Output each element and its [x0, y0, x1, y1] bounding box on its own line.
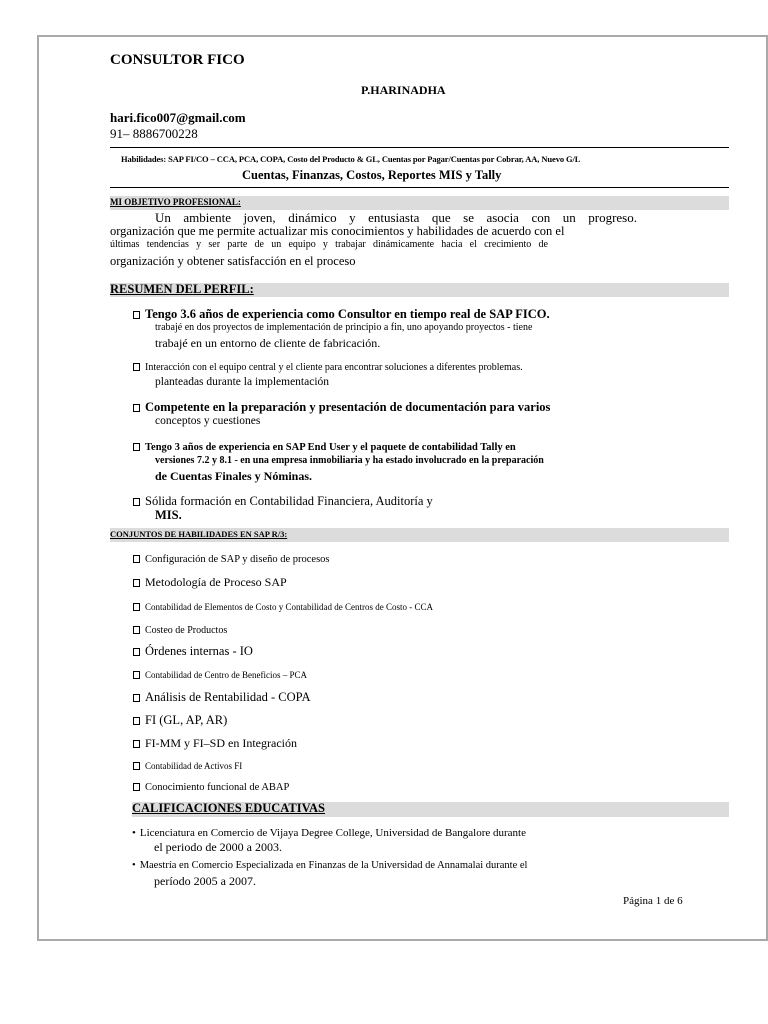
- skills-subtitle: Cuentas, Finanzas, Costos, Reportes MIS y Tally: [242, 168, 502, 182]
- skill-sets-heading: CONJUNTOS DE HABILIDADES EN SAP R/3:: [110, 529, 288, 539]
- profile-item-line: versiones 7.2 y 8.1 - en una empresa inmobiliaria y ha estado involucrado en la preparación: [155, 455, 544, 466]
- checkbox-icon: [133, 717, 140, 725]
- checkbox-icon: [133, 579, 140, 587]
- checkbox-icon: [133, 671, 140, 679]
- skill-item: [133, 736, 297, 751]
- skill-item-label: Análisis de Rentabilidad - COPA: [145, 690, 311, 704]
- objective-line-2: organización que me permite actualizar mis conocimientos y habilidades de acuerdo con el: [110, 224, 565, 238]
- candidate-name: P.HARINADHA: [361, 83, 446, 97]
- education-item-line: período 2005 a 2007.: [154, 874, 256, 888]
- profile-item-line: planteadas durante la implementación: [155, 376, 330, 388]
- checkbox-icon: [133, 311, 140, 319]
- profile-item-line: trabajé en un entorno de cliente de fabricación.: [155, 336, 381, 350]
- skill-item-label: Contabilidad de Elementos de Costo y Contabilidad de Centros de Costo - CCA: [145, 602, 433, 612]
- skills-summary-line: Habilidades: SAP FI/CO – CCA, PCA, COPA, Costo del Producto & GL, Cuentas por Pagar/Cuentas por Cobrar, AA, Nuevo G/L: [121, 154, 581, 164]
- profile-item: [133, 307, 550, 322]
- skill-item-label: Metodología de Proceso SAP: [145, 575, 287, 589]
- profile-item-line: conceptos y cuestiones: [155, 415, 261, 427]
- skill-item-label: Órdenes internas - IO: [145, 644, 253, 658]
- education-item: [132, 827, 526, 839]
- checkbox-icon: [133, 648, 140, 656]
- skill-item: [133, 554, 330, 565]
- bullet-icon: •: [132, 860, 136, 871]
- skill-item: [133, 690, 311, 705]
- skill-item-label: Contabilidad de Activos FI: [145, 761, 243, 771]
- checkbox-icon: [133, 762, 140, 770]
- profile-item: [133, 362, 523, 373]
- profile-item-line: MIS.: [155, 508, 182, 522]
- divider-bottom: [110, 187, 729, 188]
- profile-item-line: Sólida formación en Contabilidad Financiera, Auditoría y: [145, 494, 433, 508]
- profile-heading: RESUMEN DEL PERFIL:: [110, 282, 254, 296]
- education-heading: CALIFICACIONES EDUCATIVAS: [132, 801, 325, 815]
- skill-item-label: FI-MM y FI–SD en Integración: [145, 736, 297, 750]
- skill-item: [133, 644, 253, 659]
- education-item-line: Licenciatura en Comercio de Vijaya Degree College, Universidad de Bangalore durante: [139, 827, 526, 839]
- skill-item: [133, 670, 307, 680]
- skill-item: [133, 625, 227, 636]
- skill-item: [133, 782, 289, 793]
- skill-item-label: FI (GL, AP, AR): [145, 713, 228, 727]
- checkbox-icon: [133, 783, 140, 791]
- email: hari.fico007@gmail.com: [110, 110, 246, 125]
- objective-line-3: últimas tendencias y ser parte de un equipo y trabajar dinámicamente hacia el crecimiento de: [110, 239, 548, 250]
- profile-item: [133, 442, 516, 453]
- checkbox-icon: [133, 443, 140, 451]
- profile-item-line: Tengo 3 años de experiencia en SAP End User y el paquete de contabilidad Tally en: [145, 442, 516, 453]
- skill-item-label: Contabilidad de Centro de Beneficios – PCA: [145, 670, 307, 680]
- profile-item-line: Interacción con el equipo central y el cliente para encontrar soluciones a diferentes problemas.: [145, 362, 523, 373]
- checkbox-icon: [133, 363, 140, 371]
- skill-item: [133, 761, 242, 771]
- checkbox-icon: [133, 603, 140, 611]
- profile-item-line: trabajé en dos proyectos de implementación de principio a fin, uno apoyando proyectos - tiene: [155, 322, 533, 333]
- education-item: [132, 860, 527, 871]
- objective-line-1: Un ambiente joven, dinámico y entusiasta que se asocia con un progreso.: [155, 210, 637, 225]
- skill-item-label: Configuración de SAP y diseño de procesos: [145, 554, 330, 565]
- divider-top: [110, 147, 729, 148]
- bullet-icon: •: [132, 827, 136, 839]
- skill-item: [133, 602, 433, 612]
- profile-item-line: Competente en la preparación y presentación de documentación para varios: [145, 400, 551, 414]
- checkbox-icon: [133, 694, 140, 702]
- profile-item: [133, 400, 550, 415]
- document-page: [37, 35, 768, 941]
- checkbox-icon: [133, 404, 140, 412]
- checkbox-icon: [133, 626, 140, 634]
- skill-item-label: Conocimiento funcional de ABAP: [145, 782, 290, 793]
- profile-item: [133, 494, 433, 509]
- job-title: CONSULTOR FICO: [110, 52, 245, 68]
- skill-item: [133, 713, 227, 728]
- objective-heading: MI OBJETIVO PROFESIONAL:: [110, 197, 241, 207]
- checkbox-icon: [133, 555, 140, 563]
- checkbox-icon: [133, 740, 140, 748]
- skill-item-label: Costeo de Productos: [145, 625, 228, 636]
- checkbox-icon: [133, 498, 140, 506]
- profile-item-line: de Cuentas Finales y Nóminas.: [155, 469, 313, 483]
- education-item-line: Maestría en Comercio Especializada en Finanzas de la Universidad de Annamalai durante el: [139, 860, 528, 871]
- page-number: Página 1 de 6: [623, 895, 683, 907]
- profile-item-line: Tengo 3.6 años de experiencia como Consultor en tiempo real de SAP FICO.: [145, 307, 550, 321]
- phone: 91– 8886700228: [110, 126, 198, 141]
- skill-item: [133, 575, 287, 590]
- education-item-line: el periodo de 2000 a 2003.: [154, 840, 282, 854]
- objective-line-4: organización y obtener satisfacción en el proceso: [110, 254, 356, 268]
